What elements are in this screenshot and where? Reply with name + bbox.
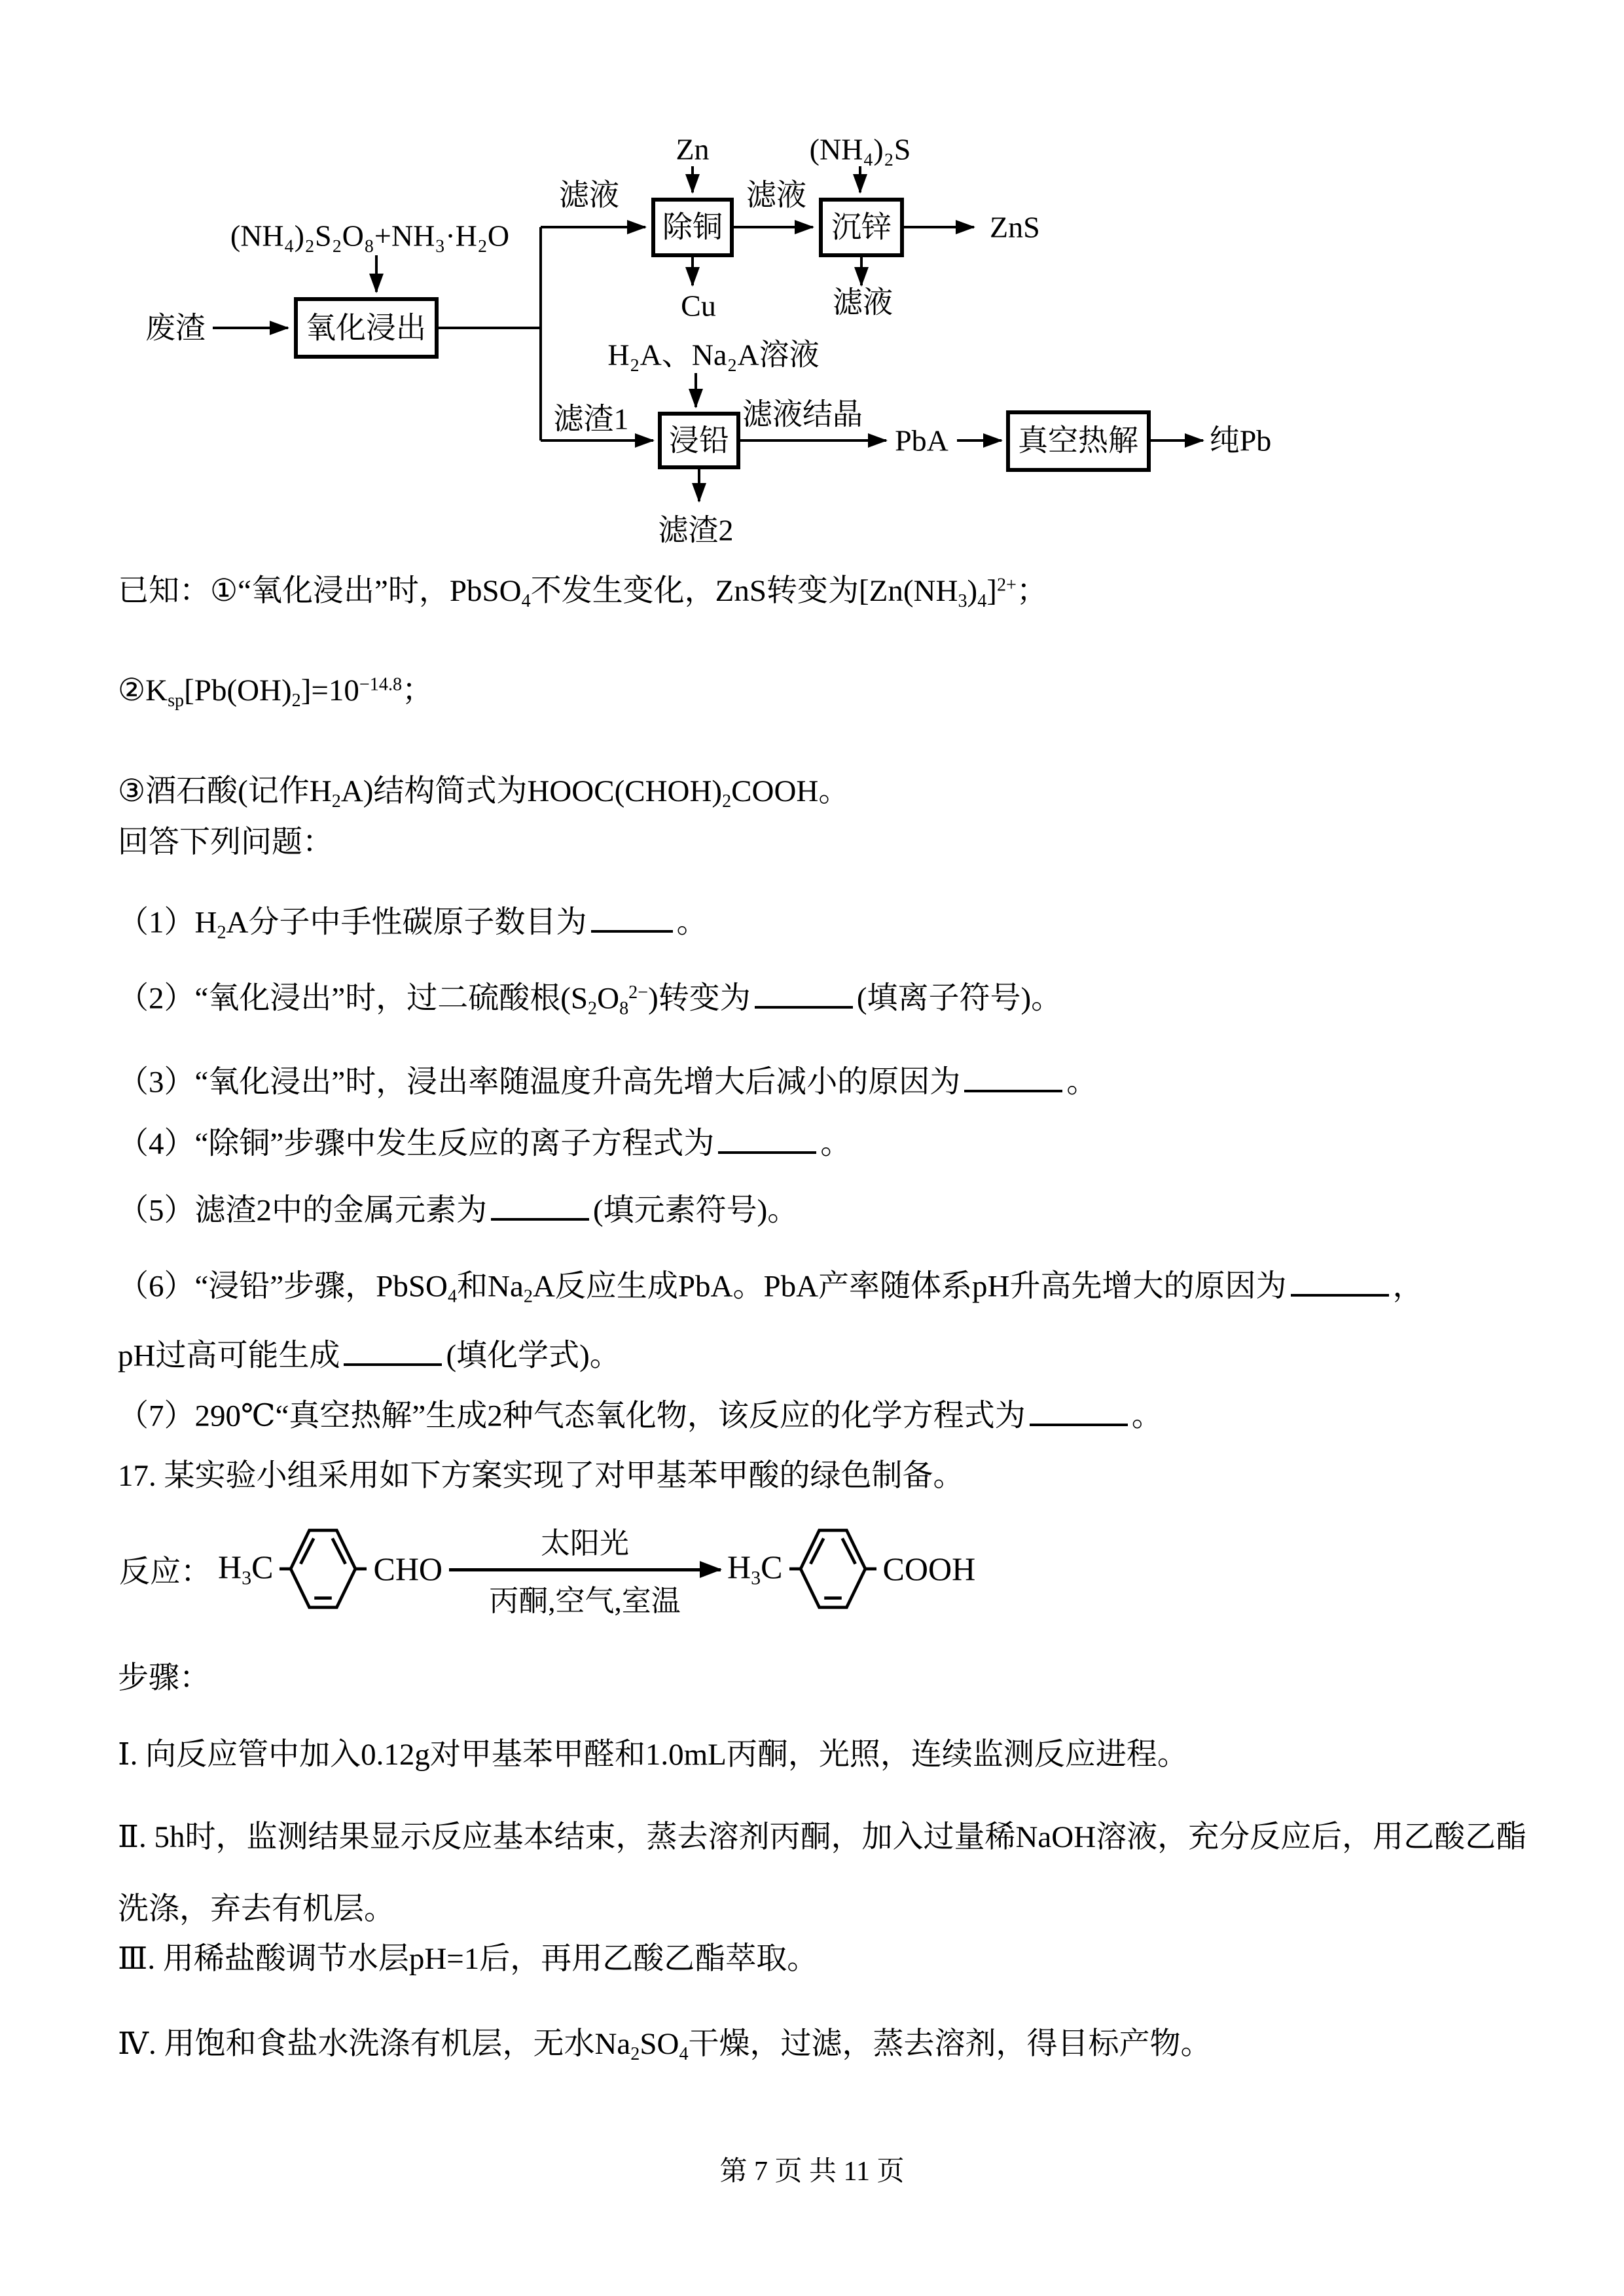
zns-label: ZnS — [990, 210, 1040, 244]
known-item-3: ③酒石酸(记作$H_2A$)结构简式为$HOOC(CHOH)_2COOH$。 — [118, 774, 850, 812]
steps-label: 步骤： — [118, 1661, 210, 1695]
page-footer: 第 7 页 共 11 页 — [719, 2157, 905, 2187]
pba-label: PbA — [895, 423, 948, 457]
leach-lead-label: 浸铅 — [669, 423, 729, 457]
reactant-methyl-group: $H_3C$ — [218, 1549, 274, 1589]
question-6-line2: pH过高可能生成 (填化学式)。 — [118, 1334, 621, 1375]
reaction-arrow-line — [449, 1568, 721, 1571]
question-4: （4）“除铜”步骤中发生反应的离子方程式为 。 — [118, 1122, 851, 1163]
answer-blank — [591, 901, 673, 933]
oxidative-leach-label: 氧化浸出 — [306, 311, 426, 345]
filtrate-crystallize-label: 滤液结晶 — [742, 397, 863, 431]
product-group: COOH — [882, 1551, 976, 1587]
h2a-na2a-label: H₂A、Na₂A溶液 — [607, 338, 820, 372]
answer-blank — [344, 1334, 442, 1366]
remove-copper-label: 除铜 — [662, 210, 723, 244]
cu-label: Cu — [681, 289, 716, 323]
product-methyl-group: $H_3C$ — [727, 1549, 783, 1589]
step-3: Ⅲ. 用稀盐酸调节水层pH=1后，再用乙酸乙酯萃取。 — [118, 1942, 818, 1976]
answer-blank — [1291, 1265, 1389, 1297]
answer-blank — [1030, 1394, 1128, 1426]
known-item-1: 已知：①“氧化浸出”时，PbSO$_4$不发生变化，ZnS转变为$[Zn(NH_3)_4]^{2+}$； — [118, 574, 1047, 612]
residue2-label: 滤渣2 — [658, 513, 734, 547]
known-item-2: $②K_{sp}[Pb(OH)_2]=10^{-14.8}$； — [118, 673, 433, 711]
step-2-line1: Ⅱ. 5h时，监测结果显示反应基本结束，蒸去溶剂丙酮，加入过量稀NaOH溶液，充分反应后，用乙酸乙酯 — [118, 1820, 1527, 1854]
question-3: （3）“氧化浸出”时，浸出率随温度升高先增大后减小的原因为 。 — [118, 1060, 1097, 1102]
oxidant-label: (NH₄)₂S₂O₈+NH₃·H₂O — [230, 219, 510, 253]
question-17-stem: 17. 某实验小组采用如下方案实现了对甲基苯甲酸的绿色制备。 — [118, 1459, 964, 1493]
filtrate1-label: 滤液 — [559, 178, 619, 212]
benzene-hexagon — [801, 1530, 865, 1607]
reaction-condition-bottom: 丙酮,空气,室温 — [489, 1584, 681, 1617]
reaction-arrow-head — [700, 1561, 722, 1578]
benzene-hexagon — [291, 1530, 356, 1607]
reaction-scheme — [119, 1500, 975, 1638]
questions-intro: 回答下列问题： — [118, 825, 333, 859]
filtrate3-label: 滤液 — [833, 285, 893, 319]
vacuum-pyrolysis-label: 真空热解 — [1018, 423, 1138, 457]
ammonium-sulfide-label: (NH₄)₂S — [809, 132, 911, 166]
answer-blank — [491, 1189, 589, 1221]
benzene-ring-reactant — [280, 1519, 367, 1619]
question-6-line1: （6）“浸铅”步骤，PbSO$_4$和$Na_2A$反应生成PbA。PbA产率随体系pH升高先增大的原因为 ， — [118, 1265, 1424, 1308]
reactant-group: CHO — [373, 1551, 443, 1587]
question-2: （2）“氧化浸出”时，过二硫酸根$(S_2O_8^{2-})$转变为 (填离子符号)。 — [118, 977, 1062, 1020]
question-7: （7）290℃“真空热解”生成2种气态氧化物，该反应的化学方程式为 。 — [118, 1394, 1163, 1435]
step-1: Ⅰ. 向反应管中加入0.12g对甲基苯甲醛和1.0mL丙酮，光照，连续监测反应进程。 — [118, 1738, 1188, 1772]
zn-label: Zn — [676, 132, 710, 166]
reaction-condition-top: 太阳光 — [541, 1526, 630, 1560]
answer-blank — [718, 1122, 816, 1154]
reaction-arrow — [449, 1519, 721, 1619]
residue1-label: 滤渣1 — [553, 402, 629, 436]
question-5: （5）滤渣2中的金属元素为 (填元素符号)。 — [118, 1189, 798, 1230]
benzene-ring-product — [789, 1519, 876, 1619]
question-1: $(1)H_2A$分子中手性碳原子数目为 。 — [118, 901, 708, 944]
precip-zinc-label: 沉锌 — [831, 210, 892, 244]
step-2-line2: 洗涤，弃去有机层。 — [118, 1892, 395, 1926]
answer-blank — [964, 1060, 1062, 1092]
pure-pb-label: 纯Pb — [1209, 423, 1272, 457]
process-flowchart — [0, 0, 1624, 576]
step-4: Ⅳ. 用饱和食盐水洗涤有机层，无水$Na_2SO_4$干燥，过滤，蒸去溶剂，得目标产物。 — [118, 2027, 1212, 2065]
reaction-label: 反应： — [119, 1554, 211, 1589]
filtrate2-label: 滤液 — [746, 178, 806, 212]
answer-blank — [755, 977, 853, 1009]
waste-label: 废渣 — [145, 311, 206, 345]
